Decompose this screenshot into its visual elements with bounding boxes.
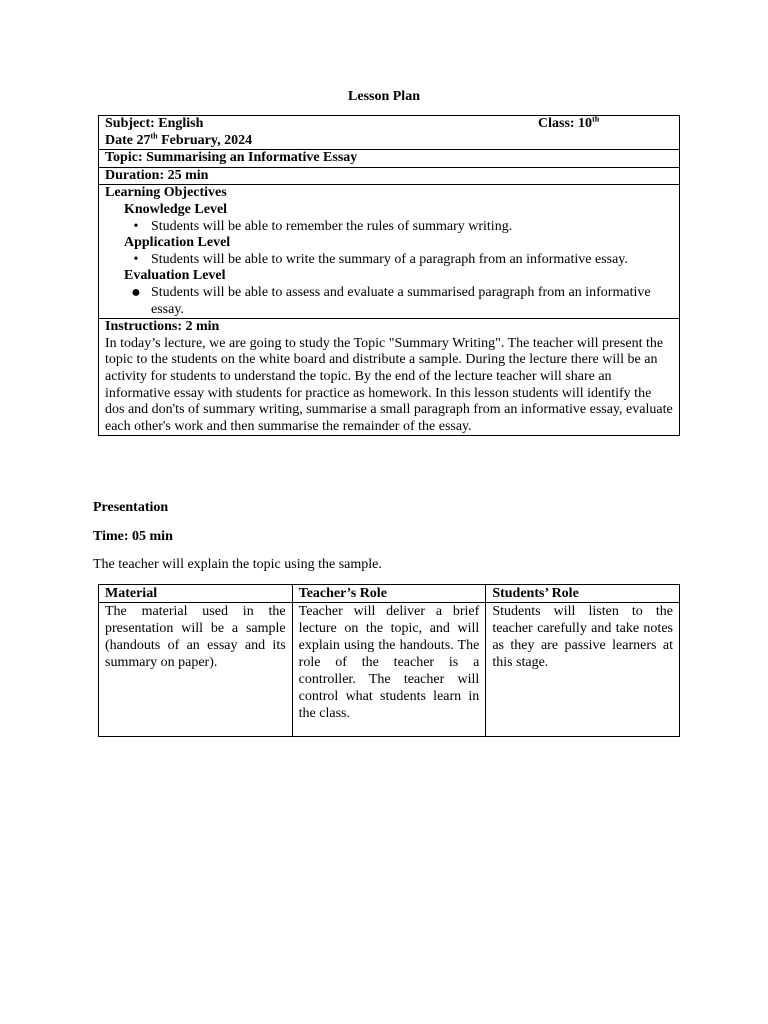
table-header-row — [99, 585, 680, 603]
instructions-heading: Instructions: 2 min — [105, 319, 220, 335]
cell-teacher-role: Teacher will deliver a brief lecture on the topic, and will explain using the handouts. The role of the teacher is a controller. The teacher will control what students learn in the class. — [292, 603, 486, 737]
duration-label: Duration: 25 min — [99, 167, 680, 185]
duration-row — [99, 167, 680, 185]
subject-date-row — [99, 116, 680, 150]
instructions-row — [99, 319, 680, 436]
header-students-role: Students’ Role — [486, 585, 680, 603]
class-label: Class: 10th — [538, 114, 600, 131]
bullet-icon: • — [133, 251, 139, 267]
list-item: ● Students will be able to assess and evaluate a summarised paragraph from an informative essay. — [131, 283, 651, 317]
topic-row — [99, 150, 680, 168]
presentation-table — [98, 584, 680, 737]
cell-material: The material used in the presentation will be a sample (handouts of an essay and its summary on paper). — [99, 603, 293, 737]
header-teacher-role: Teacher’s Role — [292, 585, 486, 603]
presentation-intro: The teacher will explain the topic using the sample. — [93, 557, 382, 572]
bullet-icon: • — [133, 218, 139, 234]
knowledge-level-list — [105, 219, 673, 236]
instructions-text: In today’s lecture, we are going to study the Topic "Summary Writing". The teacher will present the topic to the students on the white board and distribute a sample. During the lecture there will be an activity for students to understand the topic. By the end of the lecture teacher will share an informative essay with students for practice as homework. In this lesson students will identify the dos and don'ts of summary writing, summarise a small paragraph from an informative essay, evaluate each other's work and then summarise the remainder of the essay. — [105, 335, 673, 434]
topic-label: Topic: Summarising an Informative Essay — [99, 150, 680, 168]
application-level-list — [105, 252, 673, 269]
knowledge-level-heading: Knowledge Level — [124, 201, 228, 217]
subject-label: Subject: English — [105, 116, 204, 131]
list-item: • Students will be able to write the summary of a paragraph from an informative essay. — [105, 252, 673, 269]
table-row — [99, 603, 680, 737]
date-label: Date 27th February, 2024 — [105, 130, 253, 148]
objectives-row — [99, 185, 680, 319]
cell-students-role: Students will listen to the teacher carefully and take notes as they are passive learners at this stage. — [486, 603, 680, 737]
presentation-time: Time: 05 min — [93, 529, 173, 544]
bullet-icon: ● — [131, 283, 141, 301]
presentation-heading: Presentation — [93, 500, 169, 515]
lesson-plan-table — [98, 115, 680, 436]
objectives-heading: Learning Objectives — [105, 185, 227, 201]
header-material: Material — [99, 585, 293, 603]
evaluation-level-heading: Evaluation Level — [124, 268, 226, 284]
application-level-heading: Application Level — [124, 235, 231, 251]
document-title: Lesson Plan — [348, 89, 420, 104]
evaluation-level-list — [105, 285, 673, 318]
list-item: • Students will be able to remember the rules of summary writing. — [105, 219, 673, 236]
